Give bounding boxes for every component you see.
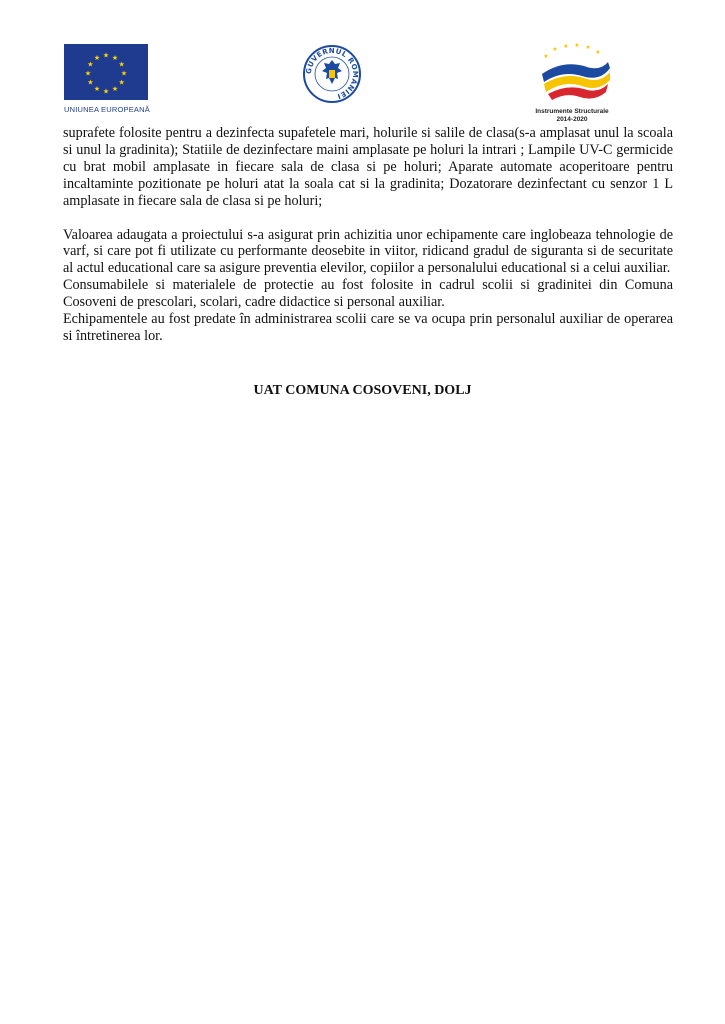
svg-text:★: ★ (84, 69, 92, 78)
svg-text:★: ★ (87, 60, 94, 69)
svg-text:★: ★ (574, 42, 580, 49)
instrumente-structurale-icon (522, 42, 622, 108)
is-caption-years: 2014-2020 (556, 116, 588, 123)
eu-logo (64, 44, 150, 114)
svg-text:★: ★ (118, 60, 125, 69)
svg-text:★: ★ (118, 78, 125, 87)
svg-text:★: ★ (102, 87, 110, 96)
paragraph-handover: Echipamentele au fost predate în administrarea scolii care se va ocupa prin personalul auxiliar de operarea si întretinerea lor. (63, 311, 673, 344)
svg-text:★: ★ (543, 53, 549, 60)
signature: UAT COMUNA COSOVENI, DOLJ (253, 383, 472, 398)
svg-text:★: ★ (111, 85, 119, 94)
instrumente-structurale-logo (522, 42, 622, 124)
svg-text:★: ★ (552, 46, 558, 53)
eu-caption: UNIUNEA EUROPEANĂ (64, 105, 150, 114)
paragraph-equipment: suprafete folosite pentru a dezinfecta supafetele mari, holurile si salile de clasa(s-a amplasat unul la scoala si unul la gradinita); Statiile de dezinfectare maini amplasate pe holuri la intrari ; Lampile UV-C germicide cu brat mobil amplasate in fiecare sala de clasa si pe holuri; Aparate automate acoperitoare pentru incaltaminte pozitionate pe holuri atat la soala cat si la gradinita; Dozatorare dezinfectant cu senzor 1 L amplasate in fiecare sala de clasa si pe holuri; (63, 125, 673, 209)
svg-text:★: ★ (120, 69, 128, 78)
paragraph-added-value: Valoarea adaugata a proiectului s-a asigurat prin achizitia unor echipamente care inglobeaza tehnologie de varf, si care pot fi utilizate cu performante deosebite in viitor, ridicand gradul de siguranta si de securitate al actul educational care sa asigure preventia elevilor, copiilor a personalului educational si a celui auxiliar. (63, 226, 673, 277)
eu-flag-icon (64, 44, 148, 100)
gov-romania-logo (302, 44, 362, 104)
gov-ring-text: GUVERNUL ROMÂNIEI (304, 46, 360, 101)
svg-text:★: ★ (585, 44, 591, 51)
svg-text:★: ★ (102, 51, 110, 60)
svg-text:★: ★ (93, 53, 101, 62)
svg-text:★: ★ (595, 49, 601, 56)
svg-text:★: ★ (111, 53, 119, 62)
paragraph-consumables: Consumabilele si materialele de protectie au fost folosite in cadrul scolii si gradinitei din Comuna Cosoveni de prescolari, scolari, cadre didactice si personal auxiliar. (63, 277, 673, 311)
svg-text:★: ★ (87, 78, 94, 87)
is-caption-title: Instrumente Structurale (535, 108, 609, 115)
document-body (63, 125, 673, 345)
svg-text:★: ★ (563, 43, 569, 50)
gov-seal-icon (302, 44, 362, 104)
svg-text:★: ★ (93, 85, 101, 94)
